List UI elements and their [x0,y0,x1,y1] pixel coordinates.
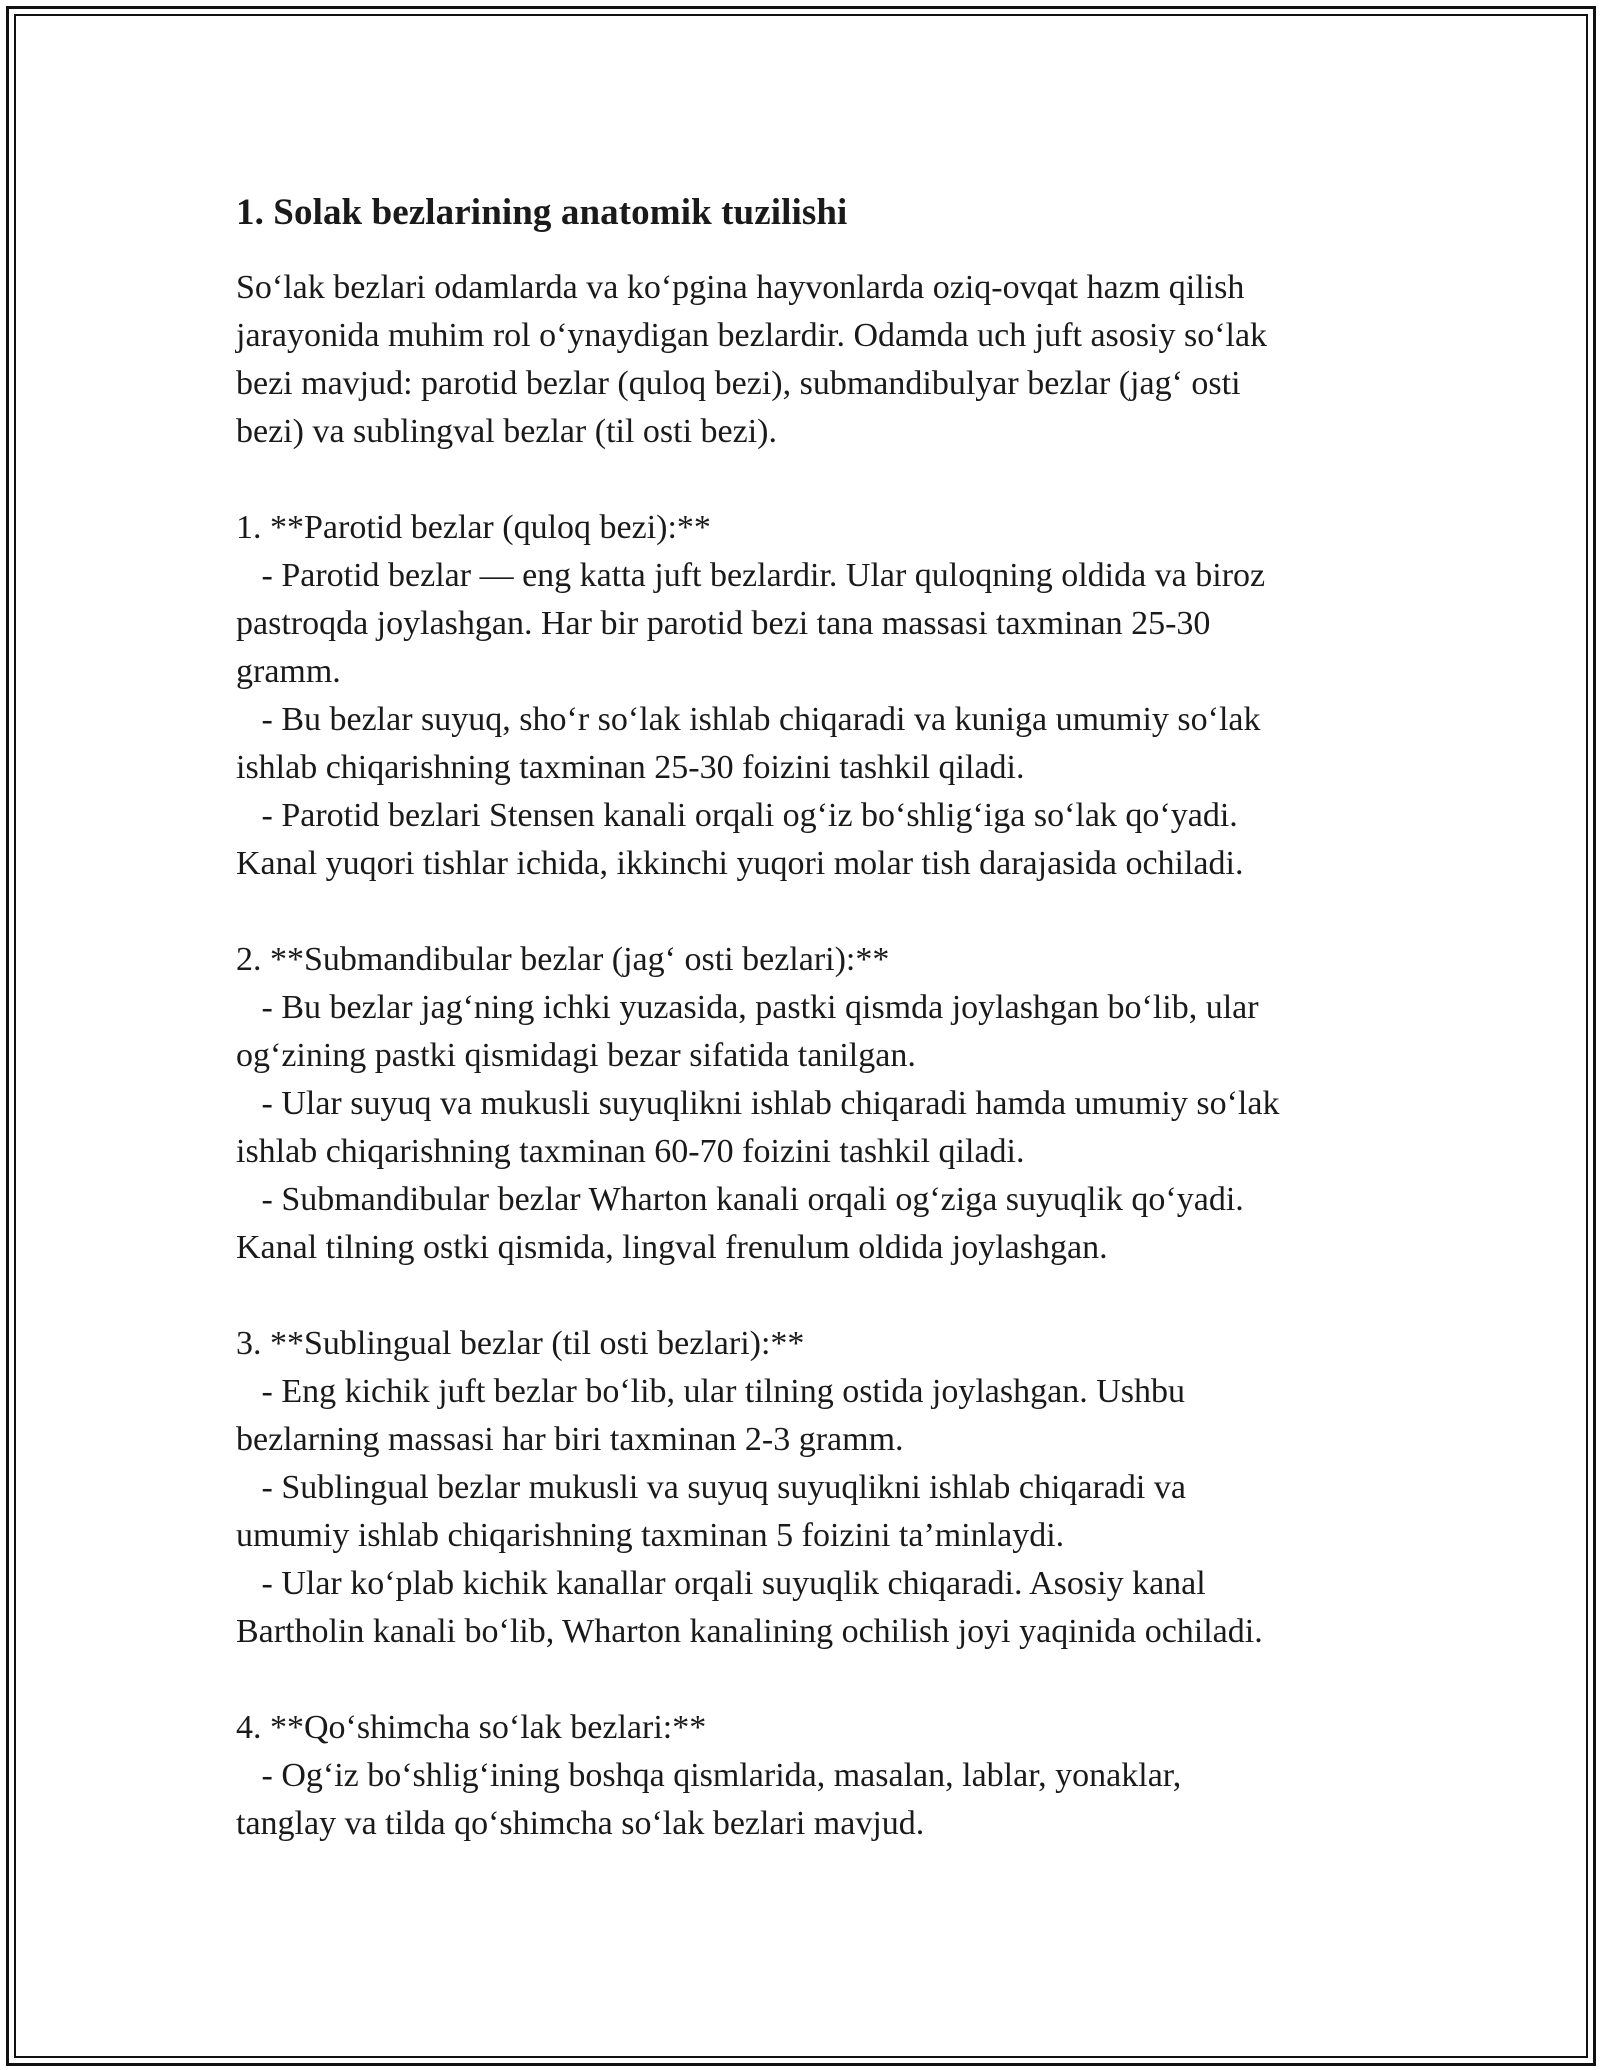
spacer [236,888,1416,936]
text-line: So‘lak bezlari odamlarda va ko‘pgina hayvonlarda oziq-ovqat hazm qilish [236,269,1245,306]
section-submandibular [236,936,1416,1272]
text-line: - Sublingual bezlar mukusli va suyuq suyuqlikni ishlab chiqaradi va [236,1469,1186,1506]
section-heading: 3. **Sublingual bezlar (til osti bezlari):** [236,1325,805,1362]
text-line: - Bu bezlar jag‘ning ichki yuzasida, pastki qismda joylashgan bo‘lib, ular [236,989,1259,1026]
text-line: bezi mavjud: parotid bezlar (quloq bezi), submandibulyar bezlar (jag‘ osti [236,365,1241,402]
section-heading: 1. **Parotid bezlar (quloq bezi):** [236,509,711,546]
section-sublingual [236,1320,1416,1656]
text-line: - Parotid bezlar — eng katta juft bezlardir. Ular quloqning oldida va biroz [236,557,1266,594]
section-parotid [236,504,1416,888]
text-line: Kanal yuqori tishlar ichida, ikkinchi yuqori molar tish darajasida ochiladi. [236,845,1244,882]
spacer [236,456,1416,504]
text-line: - Bu bezlar suyuq, sho‘r so‘lak ishlab chiqaradi va kuniga umumiy so‘lak [236,701,1261,738]
text-line: bezi) va sublingval bezlar (til osti bezi). [236,413,777,450]
text-line: - Ular ko‘plab kichik kanallar orqali suyuqlik chiqaradi. Asosiy kanal [236,1565,1206,1602]
text-line: Kanal tilning ostki qismida, lingval frenulum oldida joylashgan. [236,1229,1108,1266]
text-line: - Eng kichik juft bezlar bo‘lib, ular tilning ostida joylashgan. Ushbu [236,1373,1185,1410]
text-line: ishlab chiqarishning taxminan 25-30 foizini tashkil qiladi. [236,749,1025,786]
document-title: 1. Solak bezlarining anatomik tuzilishi [236,192,848,233]
text-line: pastroqda joylashgan. Har bir parotid bezi tana massasi taxminan 25-30 [236,605,1211,642]
text-line: og‘zining pastki qismidagi bezar sifatida tanilgan. [236,1037,916,1074]
document-body [236,190,1416,1848]
text-line: tanglay va tilda qo‘shimcha so‘lak bezlari mavjud. [236,1805,925,1842]
text-line: Bartholin kanali bo‘lib, Wharton kanalining ochilish joyi yaqinida ochiladi. [236,1613,1263,1650]
text-line: umumiy ishlab chiqarishning taxminan 5 foizini ta’minlaydi. [236,1517,1065,1554]
text-line: - Submandibular bezlar Wharton kanali orqali og‘ziga suyuqlik qo‘yadi. [236,1181,1244,1218]
text-line: gramm. [236,653,341,690]
text-line: - Ular suyuq va mukusli suyuqlikni ishlab chiqaradi hamda umumiy so‘lak [236,1085,1280,1122]
spacer [236,1272,1416,1320]
text-line: - Parotid bezlari Stensen kanali orqali og‘iz bo‘shlig‘iga so‘lak qo‘yadi. [236,797,1238,834]
text-line: bezlarning massasi har biri taxminan 2-3 gramm. [236,1421,904,1458]
intro-paragraph [236,264,1416,456]
section-heading: 2. **Submandibular bezlar (jag‘ osti bezlari):** [236,941,890,978]
text-line: - Og‘iz bo‘shlig‘ining boshqa qismlarida, masalan, lablar, yonaklar, [236,1757,1182,1794]
text-line: ishlab chiqarishning taxminan 60-70 foizini tashkil qiladi. [236,1133,1025,1170]
section-accessory [236,1704,1416,1848]
spacer [236,1656,1416,1704]
section-heading: 4. **Qo‘shimcha so‘lak bezlari:** [236,1709,707,1746]
text-line: jarayonida muhim rol o‘ynaydigan bezlardir. Odamda uch juft asosiy so‘lak [236,317,1268,354]
